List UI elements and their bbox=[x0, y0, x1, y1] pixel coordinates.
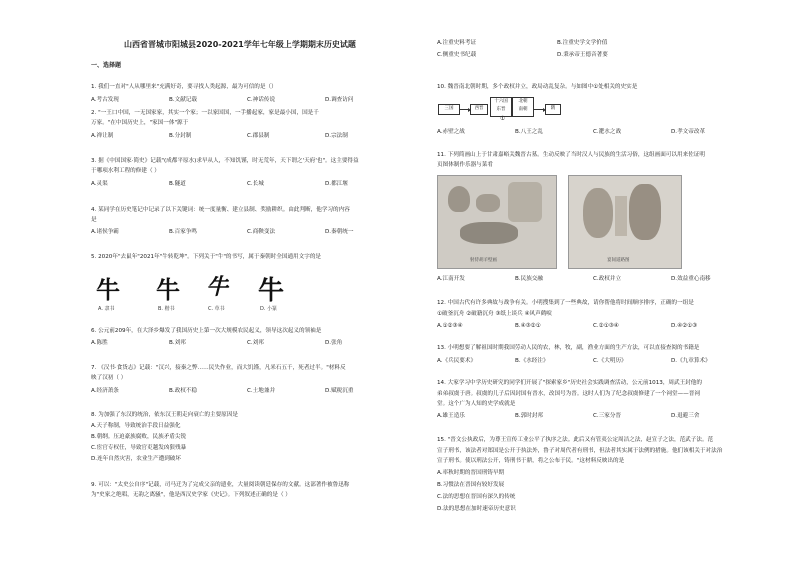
q5-glyph-3: 牛 bbox=[258, 276, 285, 306]
question-line: 8. 为加强了东汉的统治，依东汉王朝走向衰亡的主要原因是 bbox=[91, 412, 238, 418]
question-line: 1. 我们一直对"人从哪里来"充满好奇，要寻找人类起源，最为可信的是（） bbox=[91, 84, 277, 90]
answer-option[interactable]: C.商鞅变法 bbox=[247, 229, 276, 235]
answer-option[interactable]: A.江南开发 bbox=[437, 276, 465, 282]
answer-option[interactable]: C.《大明历》 bbox=[593, 358, 627, 364]
question-line: 宣子刑书。使以刑法公开，铸刑书于鼎，将之公布于民。"这材料反映出的是 bbox=[437, 458, 625, 464]
section-heading: 一、选择题 bbox=[91, 62, 122, 69]
q5-glyph-label-0[interactable]: A. 隶书 bbox=[98, 306, 115, 312]
question-line: 10. 魏晋南北朝时期，多个政权并立，政局动乱复杂。与如图中①处相关的史实是 bbox=[437, 84, 638, 90]
q11-mural-image-2 bbox=[568, 175, 682, 269]
question-line: 于哪项水利工程的修建（ ） bbox=[91, 168, 160, 174]
question-line: D.法的思想在加时速帝历史意识 bbox=[437, 506, 516, 512]
answer-option[interactable]: C.郡县制 bbox=[247, 133, 270, 139]
question-line: B.朝纲。压迫豪族腐败，民族矛盾尖锐 bbox=[91, 434, 187, 440]
question-line: 9. 可以："太史公自序"记载，司马迁为了完成父亲的遗业，大量阅读朝廷保存的文献。这部著作被鲁迅称 bbox=[91, 482, 350, 488]
question-line: D.连年自然灾害，农业生产遭到破坏 bbox=[91, 456, 181, 462]
answer-option[interactable]: A.注重史料考证 bbox=[437, 40, 477, 46]
answer-option[interactable]: C.淝水之战 bbox=[593, 129, 622, 135]
answer-option[interactable]: D.效益重心南移 bbox=[671, 276, 711, 282]
answer-option[interactable]: D.秉承帝王德音著要 bbox=[557, 52, 608, 58]
answer-option[interactable]: C.侧重史书纪载 bbox=[437, 52, 477, 58]
answer-option[interactable]: C.三家分晋 bbox=[593, 413, 622, 419]
answer-option[interactable]: B.隧道 bbox=[169, 181, 186, 187]
answer-option[interactable]: C.神话传说 bbox=[247, 97, 276, 103]
q10-marker: ① bbox=[500, 116, 506, 122]
page-title: 山西省晋城市阳城县2020-2021学年七年级上学期期末历史试题 bbox=[124, 40, 356, 49]
answer-option[interactable]: A.经济萧条 bbox=[91, 388, 119, 394]
question-line: A.天子称制，导致统治手段日益强化 bbox=[91, 423, 181, 429]
question-line: 页图体制作乐器与菜肴 bbox=[437, 162, 493, 168]
answer-option[interactable]: B.④③②① bbox=[515, 323, 541, 329]
answer-option[interactable]: D.宗法制 bbox=[325, 133, 348, 139]
question-line: 映了汉初（ ） bbox=[91, 375, 127, 381]
q5-glyph-2: 牛 bbox=[206, 274, 229, 300]
answer-option[interactable]: A.诸侯争霸 bbox=[91, 229, 119, 235]
question-line: C.宦官专权任，导致官吏越发凶狠残暴 bbox=[91, 445, 187, 451]
question-line: 宣子刑书，该法者对郑国是公开于执法外，鲁子对周代者有刑书，但法者其实属于法例的措施。他们该相关于对法治 bbox=[437, 448, 723, 454]
q11-mural-image-1 bbox=[437, 175, 557, 269]
q10-chain-box-2: 十六国 东晋 bbox=[490, 97, 512, 117]
answer-option[interactable]: A.雄王造乐 bbox=[437, 413, 465, 419]
question-line: 3. 据《中国国家·简史》记载"(成都平原水)求早从人，不知饥馑，时无荒年，天下谓之'天府'也"。这主要得益 bbox=[91, 158, 359, 164]
q5-glyph-0: 牛 bbox=[96, 275, 120, 304]
answer-option[interactable]: B.郭时封邦 bbox=[515, 413, 543, 419]
question-line: B.习惯法在晋国有较好发展 bbox=[437, 482, 505, 488]
answer-option[interactable]: D.赋税沉重 bbox=[325, 388, 354, 394]
answer-option[interactable]: B.民族交融 bbox=[515, 276, 543, 282]
answer-option[interactable]: B.政权不稳 bbox=[169, 388, 197, 394]
q10-chain-arrow-0 bbox=[459, 109, 469, 110]
q10-chain-box-3: 北朝 南朝 bbox=[512, 97, 534, 117]
answer-option[interactable]: A.陈胜 bbox=[91, 340, 108, 346]
question-line: 5. 2020年"去鼠年"2021年"牛转乾坤"。下列关于"牛"的书写，属于秦朝时全国通用文字的是 bbox=[91, 254, 322, 260]
answer-option[interactable]: D.秦朝统一 bbox=[325, 229, 354, 235]
question-line: 是 bbox=[91, 217, 97, 223]
question-line: C.法的思想在晋国有深久的传统 bbox=[437, 494, 516, 500]
question-line: 11. 下列简画山上于甘肃嘉峪关魏晋古墓。生动反映了当时汉人与民族的生活习俗，这组画面可以用来佐证明 bbox=[437, 152, 705, 158]
q10-chain-arrow-1 bbox=[533, 109, 544, 110]
q5-glyph-label-3[interactable]: D. 小篆 bbox=[260, 306, 278, 312]
q10-chain-box-4: 隋 bbox=[545, 104, 561, 115]
question-line: 2. "一王口中国，一无国家家，其实一个家；一以家国国，一手播起家，家是最小国，国是千 bbox=[91, 110, 319, 116]
answer-option[interactable]: D.《九章算术》 bbox=[671, 358, 711, 364]
answer-option[interactable]: B.《水经注》 bbox=[515, 358, 549, 364]
question-line: 为"史家之绝唱，无韵之离骚"，他是西汉史学家《史记》。下列叙述正确的是（ ） bbox=[91, 492, 291, 498]
q10-chain-box-0: 三国 bbox=[438, 104, 460, 115]
answer-option[interactable]: B.注重史学文学价值 bbox=[557, 40, 608, 46]
question-line: 15. "晋文公执政后，为尊王宣传工业公平了执序之法。此后又有管夷公定周洁之法，赵宣子之法，范武子法。范 bbox=[437, 437, 714, 443]
question-line: 14. 大家学习中学历史研究的同学们开展了"探索家乡"历史社会实践调查活动，公元前1013，周武王封他的 bbox=[437, 380, 702, 386]
q10-chain-box-1: 西晋 bbox=[470, 104, 488, 115]
q11-caption-2: 宴间道路图 bbox=[607, 258, 630, 263]
answer-option[interactable]: A.《兵民要术》 bbox=[437, 358, 477, 364]
answer-option[interactable]: D.张角 bbox=[325, 340, 343, 346]
answer-option[interactable]: D.退避三舍 bbox=[671, 413, 700, 419]
answer-option[interactable]: C.长城 bbox=[247, 181, 264, 187]
answer-option[interactable]: B.分封制 bbox=[169, 133, 192, 139]
answer-option[interactable]: C.政权并立 bbox=[593, 276, 622, 282]
question-line: 12. 中国古代有许多典故与战争有关。小明搜集到了一些典故，请你帮他将时间顺序排序，正确的一组是 bbox=[437, 300, 694, 306]
answer-option[interactable]: C.②①③④ bbox=[593, 323, 619, 329]
question-line: A.率秋时期的晋国刑铸早期 bbox=[437, 470, 505, 476]
question-line: 13. 小明想要了解祖国时期我国劳动人民的农，林，牧，副，渔业方面的生产方法，可以直接查阅的书籍是 bbox=[437, 345, 700, 351]
answer-option[interactable]: B.百家争鸣 bbox=[169, 229, 197, 235]
answer-option[interactable]: C.刘邦 bbox=[247, 340, 264, 346]
question-line: 万家。"在中国历史上，"家国一体"源于 bbox=[91, 120, 189, 126]
answer-option[interactable]: D.都江堰 bbox=[325, 181, 348, 187]
answer-option[interactable]: B.八王之乱 bbox=[515, 129, 543, 135]
q5-glyph-1: 牛 bbox=[156, 275, 180, 304]
question-line: 6. 公元前209年，在大泽乡爆发了我国历史上第一次大规模农民起义，领导这次起义的领袖是 bbox=[91, 328, 322, 334]
question-line: 弟弟叔虞于唐。叔虞的儿子后因封国有晋水，改国号为晋。这时人们为了纪念叔虞修建了一个祠堂——晋祠 bbox=[437, 391, 700, 397]
question-line: 7. 《汉书·食货志》记载："汉兴，接秦之弊……民失作业，而大饥馑，凡米石五千，死者过半。"材料反 bbox=[91, 365, 346, 371]
answer-option[interactable]: A.灵渠 bbox=[91, 181, 108, 187]
answer-option[interactable]: A.禅让制 bbox=[91, 133, 114, 139]
answer-option[interactable]: D.调查访问 bbox=[325, 97, 354, 103]
answer-option[interactable]: A.①②③④ bbox=[437, 323, 463, 329]
question-line: 4. 某同学在历史笔记中记录了以下关键词：统一度量衡、建立县制、奖励耕织。由此判断，他学习的内容 bbox=[91, 207, 350, 213]
question-line: 堂。这个广为人知的史学成就是 bbox=[437, 401, 516, 407]
answer-option[interactable]: B.刘邦 bbox=[169, 340, 186, 346]
answer-option[interactable]: D.孝文帝改革 bbox=[671, 129, 706, 135]
answer-option[interactable]: A.赤壁之战 bbox=[437, 129, 465, 135]
answer-option[interactable]: D.④②①③ bbox=[671, 323, 698, 329]
question-line: ①破釜沉舟 ②破籍沉舟 ③纸上谈兵 ④风声鹤唳 bbox=[437, 311, 552, 317]
answer-option[interactable]: B.文献记载 bbox=[169, 97, 197, 103]
answer-option[interactable]: C.土地兼并 bbox=[247, 388, 276, 394]
q11-caption-1: 射侍胡羊壁画 bbox=[470, 258, 497, 263]
answer-option[interactable]: A.考古发现 bbox=[91, 97, 119, 103]
q5-glyph-label-2[interactable]: C. 草书 bbox=[208, 306, 225, 312]
q5-glyph-label-1[interactable]: B. 楷书 bbox=[158, 306, 175, 312]
